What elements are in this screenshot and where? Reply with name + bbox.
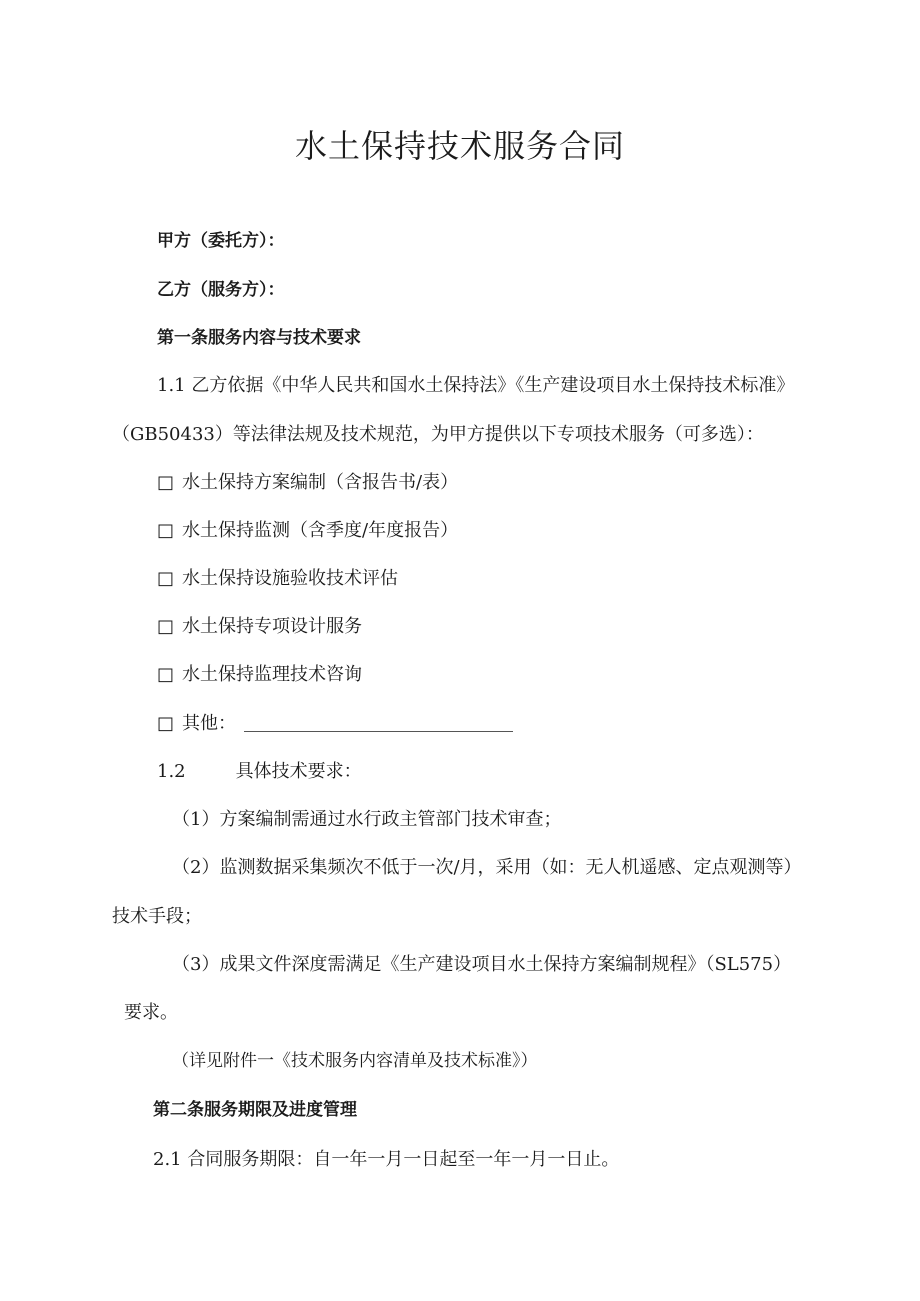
requirement-1: （1）方案编制需通过水行政主管部门技术审查； (172, 809, 562, 830)
service-option-label: 水土保持监理技术咨询 (182, 664, 363, 685)
service-option-other (157, 712, 236, 736)
other-fill-in-line[interactable] (244, 731, 513, 732)
requirement-2-line-2: 技术手段； (112, 906, 202, 927)
annex-note: （详见附件一《技术服务内容清单及技术标准》） (172, 1051, 538, 1071)
party-b-label: 乙方（服务方）： (157, 280, 285, 300)
service-option (157, 471, 458, 495)
checkbox-icon[interactable]: □ (157, 664, 175, 685)
clause-text: 具体技术要求： (235, 761, 362, 782)
clause-1-2 (157, 760, 362, 784)
service-option-label: 水土保持方案编制（含报告书/表） (182, 472, 459, 493)
service-option (157, 519, 458, 543)
clause-2-1: 2.1 合同服务期限：自一年一月一日起至一年一月一日止。 (153, 1149, 620, 1170)
checkbox-icon[interactable]: □ (157, 472, 175, 493)
requirement-3-line-2: 要求。 (124, 1002, 178, 1023)
checkbox-icon[interactable]: □ (157, 713, 175, 734)
requirement-2-line-1: （2）监测数据采集频次不低于一次/月，采用（如：无人机遥感、定点观测等） (172, 857, 802, 878)
article-1-heading: 第一条服务内容与技术要求 (157, 328, 361, 348)
service-option (157, 615, 362, 639)
service-option (157, 567, 398, 591)
service-option-label: 水土保持监测（含季度/年度报告） (182, 520, 459, 541)
clause-1-1-line-1: 1.1 乙方依据《中华人民共和国水土保持法》《生产建设项目水土保持技术标准》 (157, 375, 795, 396)
article-2-heading: 第二条服务期限及进度管理 (153, 1100, 357, 1120)
checkbox-icon[interactable]: □ (157, 616, 175, 637)
checkbox-icon[interactable]: □ (157, 568, 175, 589)
service-option-label: 其他： (182, 713, 237, 734)
service-option-label: 水土保持专项设计服务 (182, 616, 363, 637)
checkbox-icon[interactable]: □ (157, 520, 175, 541)
clause-1-1-line-2: （GB50433）等法律法规及技术规范，为甲方提供以下专项技术服务（可多选）： (112, 424, 764, 445)
party-a-label: 甲方（委托方）： (157, 231, 285, 251)
requirement-3-line-1: （3）成果文件深度需满足《生产建设项目水土保持方案编制规程》（SL575） (172, 954, 792, 975)
document-title: 水土保持技术服务合同 (294, 127, 625, 165)
service-option (157, 663, 362, 687)
clause-number: 1.2 (157, 761, 186, 782)
service-option-label: 水土保持设施验收技术评估 (182, 568, 399, 589)
